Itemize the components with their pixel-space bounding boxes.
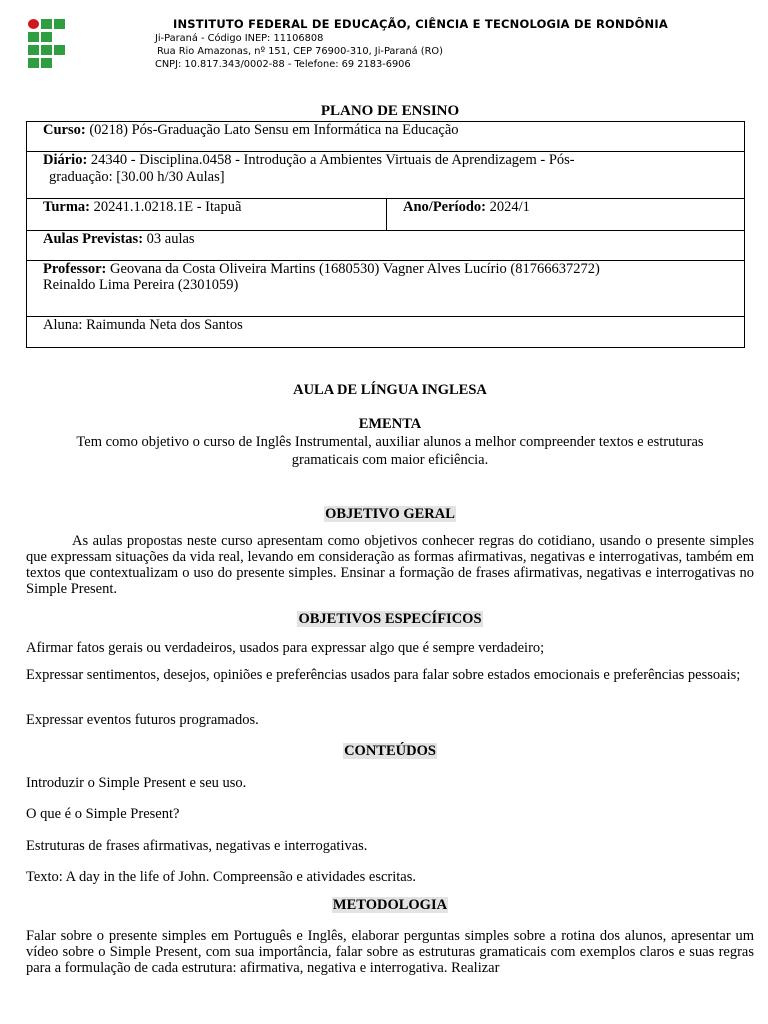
objetivos-especificos-heading-wrap [26,611,754,628]
objetivos-especificos-heading: OBJETIVOS ESPECÍFICOS [298,611,482,627]
aluna-cell: Aluna: Raimunda Neta dos Santos [27,317,745,348]
objetivo-geral-text: As aulas propostas neste curso apresentam como objetivos conhecer regras do cotidiano, usando o presente simples que expressam situações da vida real, levando em consideração as formas afirmativas, negativas e interrogativas, também em textos que contextualizam o uso do presente simples. Ensinar a formação de frases afirmativas, negativas e interrogativas no Simple Present. [26,533,754,597]
course-label: Curso: [43,122,86,138]
course-value: (0218) Pós-Graduação Lato Sensu em Informática na Educação [85,122,459,138]
professor-value: Geovana da Costa Oliveira Martins (1680530) Vagner Alves Lucírio (81766637272) [106,261,600,277]
conteudos-heading: CONTEÚDOS [344,743,436,759]
aulas-previstas-cell [27,231,745,261]
objetivo-geral-heading: OBJETIVO GERAL [325,506,455,522]
aulas-previstas-label: Aulas Previstas: [43,231,144,247]
conteudo-item-3: Estruturas de frases afirmativas, negativas e interrogativas. [26,838,368,854]
header-line-1: Ji-Paraná - Código INEP: 11106808 [155,33,324,44]
ano-periodo-cell [387,199,745,231]
ano-periodo-value: 2024/1 [485,199,530,215]
metodologia-heading-wrap [26,897,754,914]
conteudo-item-1: Introduzir o Simple Present e seu uso. [26,775,247,791]
turma-cell [27,199,387,231]
diario-cell [27,152,745,199]
diario-value: 24340 - Disciplina.0458 - Introdução a Ambientes Virtuais de Aprendizagem - Pós- [87,152,575,168]
header-line-3: CNPJ: 10.817.343/0002-88 - Telefone: 69 2183-6906 [155,59,411,70]
ementa-text [26,434,754,469]
professor-cell [27,261,745,317]
conteudo-item-2: O que é o Simple Present? [26,806,180,822]
lesson-title: AULA DE LÍNGUA INGLESA [293,382,487,398]
turma-value: 20241.1.0218.1E - Itapuã [90,199,242,215]
header-line-2: Rua Rio Amazonas, nº 151, CEP 76900-310, Ji-Paraná (RO) [157,46,443,57]
ementa-text-line-1: Tem como objetivo o curso de Inglês Instrumental, auxiliar alunos a melhor compreender textos e estruturas [76,434,704,450]
conteudo-item-4: Texto: A day in the life of John. Compreensão e atividades escritas. [26,869,416,885]
aulas-previstas-value: 03 aulas [143,231,195,247]
ementa-text-line-2: gramaticais com maior eficiência. [291,451,489,468]
objetivo-geral-heading-wrap [26,506,754,523]
objetivo-especifico-3: Expressar eventos futuros programados. [26,712,259,728]
ementa-heading: EMENTA [358,416,422,432]
diario-value-2: graduação: [30.00 h/30 Aulas] [49,169,225,185]
course-info-table [26,121,745,348]
institution-logo [27,19,67,69]
ano-periodo-label: Ano/Período: [403,199,486,215]
turma-label: Turma: [43,199,90,215]
conteudos-heading-wrap [26,743,754,760]
metodologia-text: Falar sobre o presente simples em Português e Inglês, elaborar perguntas simples sobre a rotina dos alunos, apresentar um vídeo sobre o Simple Present, com sua importância, falar sobre as estruturas gramaticais com exemplos claros e suas regras para a formulação de cada estrutura: afirmativa, negativa e interrogativa. Realizar [26,928,754,976]
metodologia-heading: METODOLOGIA [332,897,448,913]
professor-label: Professor: [43,261,107,277]
professor-value-2: Reinaldo Lima Pereira (2301059) [43,277,239,293]
objetivo-especifico-2: Expressar sentimentos, desejos, opiniões e preferências usados para falar sobre estados emocionais e preferências pessoais; [26,667,741,683]
objetivo-especifico-1: Afirmar fatos gerais ou verdadeiros, usados para expressar algo que é sempre verdadeiro; [26,640,545,656]
diario-label: Diário: [43,152,88,168]
institution-details [155,32,443,71]
institution-name: INSTITUTO FEDERAL DE EDUCAÇÃO, CIÊNCIA E TECNOLOGIA DE RONDÔNIA [173,17,668,31]
plan-title: PLANO DE ENSINO [320,103,460,119]
course-cell [27,122,745,152]
